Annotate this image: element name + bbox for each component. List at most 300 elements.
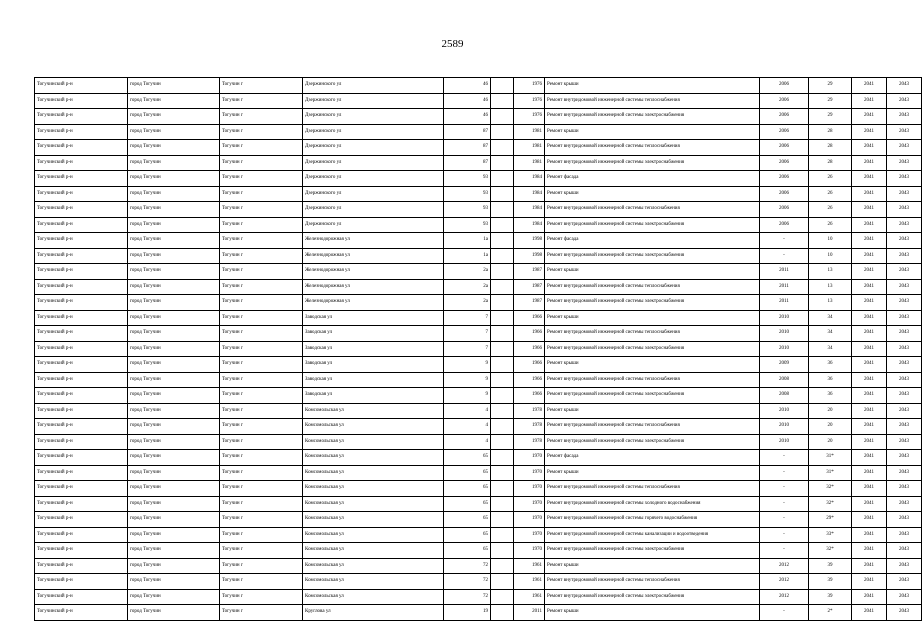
city-cell: Тогучин г <box>220 233 303 249</box>
service-term-cell: 39 <box>809 589 852 605</box>
city-cell: Тогучин г <box>220 434 303 450</box>
table-row <box>35 341 922 357</box>
work-type-cell: Ремонт внутридомовой инженерной системы канализации и водоотведения <box>545 527 760 543</box>
plan-end-cell: 2043 <box>887 465 922 481</box>
last-repair-year-cell: 2012 <box>760 558 809 574</box>
last-repair-year-cell: 2010 <box>760 326 809 342</box>
house-number-cell: 72 <box>444 589 491 605</box>
last-repair-year-cell: 2010 <box>760 434 809 450</box>
plan-end-cell: 2043 <box>887 357 922 373</box>
table-row <box>35 589 922 605</box>
service-term-cell: 36 <box>809 372 852 388</box>
city-cell: Тогучин г <box>220 512 303 528</box>
blank-cell <box>491 403 514 419</box>
last-repair-year-cell: - <box>760 496 809 512</box>
plan-end-cell: 2043 <box>887 450 922 466</box>
table-row <box>35 481 922 497</box>
settlement-cell: город Тогучин <box>128 186 220 202</box>
street-cell: Железнодорожная ул <box>303 248 444 264</box>
last-repair-year-cell: - <box>760 465 809 481</box>
street-cell: Комсомольская ул <box>303 403 444 419</box>
repair-register-table <box>34 77 922 621</box>
build-year-cell: 1970 <box>514 450 545 466</box>
house-number-cell: 65 <box>444 543 491 559</box>
last-repair-year-cell: 2012 <box>760 589 809 605</box>
house-number-cell: 46 <box>444 78 491 94</box>
plan-start-cell: 2041 <box>852 171 887 187</box>
city-cell: Тогучин г <box>220 124 303 140</box>
city-cell: Тогучин г <box>220 78 303 94</box>
district-cell: Тогучинский р-н <box>35 450 128 466</box>
build-year-cell: 2011 <box>514 605 545 621</box>
build-year-cell: 1981 <box>514 140 545 156</box>
last-repair-year-cell: 2010 <box>760 419 809 435</box>
build-year-cell: 1987 <box>514 264 545 280</box>
work-type-cell: Ремонт внутридомовой инженерной системы электроснабжения <box>545 341 760 357</box>
last-repair-year-cell: 2006 <box>760 109 809 125</box>
settlement-cell: город Тогучин <box>128 605 220 621</box>
district-cell: Тогучинский р-н <box>35 202 128 218</box>
settlement-cell: город Тогучин <box>128 109 220 125</box>
work-type-cell: Ремонт внутридомовой инженерной системы горячего водоснабжения <box>545 512 760 528</box>
house-number-cell: 4 <box>444 434 491 450</box>
city-cell: Тогучин г <box>220 403 303 419</box>
street-cell: Заводская ул <box>303 341 444 357</box>
build-year-cell: 1976 <box>514 109 545 125</box>
build-year-cell: 1961 <box>514 589 545 605</box>
street-cell: Железнодорожная ул <box>303 233 444 249</box>
house-number-cell: 2а <box>444 264 491 280</box>
house-number-cell: 2а <box>444 295 491 311</box>
table-row <box>35 124 922 140</box>
build-year-cell: 1970 <box>514 481 545 497</box>
city-cell: Тогучин г <box>220 217 303 233</box>
district-cell: Тогучинский р-н <box>35 403 128 419</box>
blank-cell <box>491 109 514 125</box>
build-year-cell: 1976 <box>514 93 545 109</box>
table-row <box>35 279 922 295</box>
build-year-cell: 1998 <box>514 248 545 264</box>
plan-end-cell: 2043 <box>887 558 922 574</box>
service-term-cell: 10 <box>809 233 852 249</box>
settlement-cell: город Тогучин <box>128 357 220 373</box>
city-cell: Тогучин г <box>220 419 303 435</box>
settlement-cell: город Тогучин <box>128 496 220 512</box>
plan-start-cell: 2041 <box>852 186 887 202</box>
blank-cell <box>491 310 514 326</box>
build-year-cell: 1978 <box>514 434 545 450</box>
plan-start-cell: 2041 <box>852 264 887 280</box>
build-year-cell: 1961 <box>514 558 545 574</box>
work-type-cell: Ремонт внутридомовой инженерной системы теплоснабжения <box>545 202 760 218</box>
last-repair-year-cell: 2008 <box>760 372 809 388</box>
district-cell: Тогучинский р-н <box>35 527 128 543</box>
settlement-cell: город Тогучин <box>128 295 220 311</box>
house-number-cell: 7 <box>444 341 491 357</box>
plan-start-cell: 2041 <box>852 357 887 373</box>
table-row <box>35 388 922 404</box>
city-cell: Тогучин г <box>220 543 303 559</box>
table-row <box>35 527 922 543</box>
settlement-cell: город Тогучин <box>128 140 220 156</box>
settlement-cell: город Тогучин <box>128 264 220 280</box>
build-year-cell: 1970 <box>514 512 545 528</box>
table-row <box>35 78 922 94</box>
settlement-cell: город Тогучин <box>128 217 220 233</box>
blank-cell <box>491 171 514 187</box>
city-cell: Тогучин г <box>220 295 303 311</box>
house-number-cell: 93 <box>444 217 491 233</box>
settlement-cell: город Тогучин <box>128 78 220 94</box>
city-cell: Тогучин г <box>220 357 303 373</box>
house-number-cell: 19 <box>444 605 491 621</box>
street-cell: Заводская ул <box>303 326 444 342</box>
build-year-cell: 1966 <box>514 357 545 373</box>
district-cell: Тогучинский р-н <box>35 512 128 528</box>
plan-end-cell: 2043 <box>887 279 922 295</box>
house-number-cell: 65 <box>444 512 491 528</box>
build-year-cell: 1981 <box>514 124 545 140</box>
table-row <box>35 403 922 419</box>
district-cell: Тогучинский р-н <box>35 264 128 280</box>
district-cell: Тогучинский р-н <box>35 295 128 311</box>
street-cell: Железнодорожная ул <box>303 295 444 311</box>
table-row <box>35 419 922 435</box>
street-cell: Заводская ул <box>303 388 444 404</box>
work-type-cell: Ремонт внутридомовой инженерной системы электроснабжения <box>545 589 760 605</box>
street-cell: Заводская ул <box>303 357 444 373</box>
house-number-cell: 46 <box>444 109 491 125</box>
house-number-cell: 4 <box>444 403 491 419</box>
service-term-cell: 34 <box>809 341 852 357</box>
settlement-cell: город Тогучин <box>128 171 220 187</box>
blank-cell <box>491 496 514 512</box>
city-cell: Тогучин г <box>220 605 303 621</box>
work-type-cell: Ремонт внутридомовой инженерной системы электроснабжения <box>545 388 760 404</box>
plan-end-cell: 2043 <box>887 496 922 512</box>
plan-end-cell: 2043 <box>887 589 922 605</box>
plan-end-cell: 2043 <box>887 372 922 388</box>
table-row <box>35 605 922 621</box>
service-term-cell: 28 <box>809 124 852 140</box>
settlement-cell: город Тогучин <box>128 527 220 543</box>
house-number-cell: 65 <box>444 465 491 481</box>
blank-cell <box>491 202 514 218</box>
service-term-cell: 28 <box>809 155 852 171</box>
plan-start-cell: 2041 <box>852 295 887 311</box>
plan-end-cell: 2043 <box>887 574 922 590</box>
settlement-cell: город Тогучин <box>128 465 220 481</box>
build-year-cell: 1970 <box>514 543 545 559</box>
city-cell: Тогучин г <box>220 140 303 156</box>
city-cell: Тогучин г <box>220 248 303 264</box>
plan-start-cell: 2041 <box>852 558 887 574</box>
blank-cell <box>491 357 514 373</box>
table-row <box>35 310 922 326</box>
settlement-cell: город Тогучин <box>128 388 220 404</box>
blank-cell <box>491 527 514 543</box>
work-type-cell: Ремонт фасада <box>545 171 760 187</box>
blank-cell <box>491 233 514 249</box>
last-repair-year-cell: 2006 <box>760 78 809 94</box>
plan-end-cell: 2043 <box>887 248 922 264</box>
district-cell: Тогучинский р-н <box>35 481 128 497</box>
district-cell: Тогучинский р-н <box>35 372 128 388</box>
street-cell: Железнодорожная ул <box>303 279 444 295</box>
settlement-cell: город Тогучин <box>128 124 220 140</box>
street-cell: Комсомольская ул <box>303 527 444 543</box>
service-term-cell: 29 <box>809 78 852 94</box>
service-term-cell: 32* <box>809 496 852 512</box>
settlement-cell: город Тогучин <box>128 434 220 450</box>
service-term-cell: 20 <box>809 403 852 419</box>
work-type-cell: Ремонт внутридомовой инженерной системы электроснабжения <box>545 217 760 233</box>
plan-start-cell: 2041 <box>852 543 887 559</box>
district-cell: Тогучинский р-н <box>35 589 128 605</box>
plan-start-cell: 2041 <box>852 403 887 419</box>
city-cell: Тогучин г <box>220 109 303 125</box>
plan-start-cell: 2041 <box>852 341 887 357</box>
plan-start-cell: 2041 <box>852 527 887 543</box>
plan-start-cell: 2041 <box>852 481 887 497</box>
plan-end-cell: 2043 <box>887 93 922 109</box>
work-type-cell: Ремонт внутридомовой инженерной системы теплоснабжения <box>545 93 760 109</box>
street-cell: Дзержинского ул <box>303 140 444 156</box>
city-cell: Тогучин г <box>220 202 303 218</box>
house-number-cell: 65 <box>444 527 491 543</box>
street-cell: Комсомольская ул <box>303 450 444 466</box>
street-cell: Дзержинского ул <box>303 202 444 218</box>
last-repair-year-cell: 2006 <box>760 124 809 140</box>
blank-cell <box>491 372 514 388</box>
street-cell: Заводская ул <box>303 372 444 388</box>
table-row <box>35 496 922 512</box>
last-repair-year-cell: - <box>760 512 809 528</box>
work-type-cell: Ремонт крыши <box>545 78 760 94</box>
service-term-cell: 39 <box>809 574 852 590</box>
plan-start-cell: 2041 <box>852 589 887 605</box>
district-cell: Тогучинский р-н <box>35 109 128 125</box>
settlement-cell: город Тогучин <box>128 93 220 109</box>
service-term-cell: 20 <box>809 434 852 450</box>
street-cell: Комсомольская ул <box>303 574 444 590</box>
service-term-cell: 31* <box>809 465 852 481</box>
plan-start-cell: 2041 <box>852 450 887 466</box>
work-type-cell: Ремонт внутридомовой инженерной системы электроснабжения <box>545 109 760 125</box>
plan-end-cell: 2043 <box>887 202 922 218</box>
house-number-cell: 1а <box>444 248 491 264</box>
district-cell: Тогучинский р-н <box>35 186 128 202</box>
district-cell: Тогучинский р-н <box>35 233 128 249</box>
service-term-cell: 20 <box>809 419 852 435</box>
district-cell: Тогучинский р-н <box>35 326 128 342</box>
service-term-cell: 32* <box>809 543 852 559</box>
service-term-cell: 32* <box>809 481 852 497</box>
table-row <box>35 248 922 264</box>
table-row <box>35 357 922 373</box>
settlement-cell: город Тогучин <box>128 233 220 249</box>
work-type-cell: Ремонт внутридомовой инженерной системы теплоснабжения <box>545 279 760 295</box>
street-cell: Комсомольская ул <box>303 512 444 528</box>
settlement-cell: город Тогучин <box>128 202 220 218</box>
plan-end-cell: 2043 <box>887 78 922 94</box>
work-type-cell: Ремонт внутридомовой инженерной системы теплоснабжения <box>545 574 760 590</box>
district-cell: Тогучинский р-н <box>35 124 128 140</box>
table-row <box>35 450 922 466</box>
table-row <box>35 155 922 171</box>
build-year-cell: 1970 <box>514 465 545 481</box>
house-number-cell: 2а <box>444 279 491 295</box>
service-term-cell: 13 <box>809 295 852 311</box>
blank-cell <box>491 605 514 621</box>
plan-end-cell: 2043 <box>887 233 922 249</box>
work-type-cell: Ремонт внутридомовой инженерной системы теплоснабжения <box>545 372 760 388</box>
blank-cell <box>491 450 514 466</box>
work-type-cell: Ремонт внутридомовой инженерной системы теплоснабжения <box>545 481 760 497</box>
plan-start-cell: 2041 <box>852 326 887 342</box>
settlement-cell: город Тогучин <box>128 512 220 528</box>
register-body <box>35 78 922 621</box>
plan-end-cell: 2043 <box>887 403 922 419</box>
city-cell: Тогучин г <box>220 264 303 280</box>
district-cell: Тогучинский р-н <box>35 217 128 233</box>
house-number-cell: 93 <box>444 171 491 187</box>
city-cell: Тогучин г <box>220 388 303 404</box>
last-repair-year-cell: 2008 <box>760 388 809 404</box>
street-cell: Дзержинского ул <box>303 217 444 233</box>
build-year-cell: 1984 <box>514 186 545 202</box>
table-row <box>35 140 922 156</box>
city-cell: Тогучин г <box>220 558 303 574</box>
plan-end-cell: 2043 <box>887 140 922 156</box>
city-cell: Тогучин г <box>220 481 303 497</box>
plan-start-cell: 2041 <box>852 496 887 512</box>
blank-cell <box>491 93 514 109</box>
table-row <box>35 264 922 280</box>
last-repair-year-cell: 2006 <box>760 155 809 171</box>
street-cell: Дзержинского ул <box>303 171 444 187</box>
district-cell: Тогучинский р-н <box>35 279 128 295</box>
plan-end-cell: 2043 <box>887 109 922 125</box>
build-year-cell: 1966 <box>514 372 545 388</box>
last-repair-year-cell: - <box>760 450 809 466</box>
district-cell: Тогучинский р-н <box>35 434 128 450</box>
work-type-cell: Ремонт крыши <box>545 403 760 419</box>
last-repair-year-cell: 2010 <box>760 310 809 326</box>
plan-start-cell: 2041 <box>852 78 887 94</box>
settlement-cell: город Тогучин <box>128 341 220 357</box>
district-cell: Тогучинский р-н <box>35 140 128 156</box>
city-cell: Тогучин г <box>220 465 303 481</box>
district-cell: Тогучинский р-н <box>35 78 128 94</box>
plan-start-cell: 2041 <box>852 310 887 326</box>
settlement-cell: город Тогучин <box>128 310 220 326</box>
plan-start-cell: 2041 <box>852 233 887 249</box>
service-term-cell: 29 <box>809 109 852 125</box>
build-year-cell: 1966 <box>514 310 545 326</box>
blank-cell <box>491 186 514 202</box>
plan-start-cell: 2041 <box>852 140 887 156</box>
table-row <box>35 202 922 218</box>
plan-end-cell: 2043 <box>887 419 922 435</box>
house-number-cell: 7 <box>444 326 491 342</box>
blank-cell <box>491 388 514 404</box>
table-row <box>35 295 922 311</box>
street-cell: Дзержинского ул <box>303 109 444 125</box>
blank-cell <box>491 248 514 264</box>
house-number-cell: 87 <box>444 124 491 140</box>
plan-end-cell: 2043 <box>887 171 922 187</box>
service-term-cell: 29 <box>809 93 852 109</box>
blank-cell <box>491 512 514 528</box>
work-type-cell: Ремонт крыши <box>545 357 760 373</box>
house-number-cell: 7 <box>444 310 491 326</box>
build-year-cell: 1976 <box>514 78 545 94</box>
street-cell: Дзержинского ул <box>303 78 444 94</box>
work-type-cell: Ремонт фасада <box>545 450 760 466</box>
street-cell: Заводская ул <box>303 310 444 326</box>
work-type-cell: Ремонт фасада <box>545 233 760 249</box>
city-cell: Тогучин г <box>220 326 303 342</box>
plan-start-cell: 2041 <box>852 202 887 218</box>
street-cell: Комсомольская ул <box>303 589 444 605</box>
settlement-cell: город Тогучин <box>128 450 220 466</box>
last-repair-year-cell: 2006 <box>760 186 809 202</box>
street-cell: Дзержинского ул <box>303 124 444 140</box>
street-cell: Круглова ул <box>303 605 444 621</box>
house-number-cell: 4 <box>444 419 491 435</box>
service-term-cell: 13 <box>809 264 852 280</box>
build-year-cell: 1961 <box>514 574 545 590</box>
district-cell: Тогучинский р-н <box>35 248 128 264</box>
last-repair-year-cell: 2009 <box>760 357 809 373</box>
city-cell: Тогучин г <box>220 171 303 187</box>
settlement-cell: город Тогучин <box>128 155 220 171</box>
house-number-cell: 72 <box>444 558 491 574</box>
blank-cell <box>491 155 514 171</box>
street-cell: Железнодорожная ул <box>303 264 444 280</box>
settlement-cell: город Тогучин <box>128 419 220 435</box>
last-repair-year-cell: 2011 <box>760 264 809 280</box>
city-cell: Тогучин г <box>220 574 303 590</box>
table-row <box>35 543 922 559</box>
plan-start-cell: 2041 <box>852 388 887 404</box>
street-cell: Комсомольская ул <box>303 481 444 497</box>
house-number-cell: 65 <box>444 481 491 497</box>
service-term-cell: 13 <box>809 279 852 295</box>
work-type-cell: Ремонт крыши <box>545 186 760 202</box>
last-repair-year-cell: 2010 <box>760 341 809 357</box>
plan-start-cell: 2041 <box>852 217 887 233</box>
plan-start-cell: 2041 <box>852 574 887 590</box>
page-number: 2589 <box>441 38 464 50</box>
house-number-cell: 87 <box>444 140 491 156</box>
work-type-cell: Ремонт внутридомовой инженерной системы холодного водоснабжения <box>545 496 760 512</box>
plan-start-cell: 2041 <box>852 155 887 171</box>
district-cell: Тогучинский р-н <box>35 171 128 187</box>
blank-cell <box>491 78 514 94</box>
house-number-cell: 65 <box>444 450 491 466</box>
build-year-cell: 1966 <box>514 341 545 357</box>
street-cell: Дзержинского ул <box>303 186 444 202</box>
house-number-cell: 87 <box>444 155 491 171</box>
work-type-cell: Ремонт крыши <box>545 264 760 280</box>
city-cell: Тогучин г <box>220 310 303 326</box>
house-number-cell: 9 <box>444 357 491 373</box>
city-cell: Тогучин г <box>220 186 303 202</box>
build-year-cell: 1998 <box>514 233 545 249</box>
street-cell: Дзержинского ул <box>303 155 444 171</box>
